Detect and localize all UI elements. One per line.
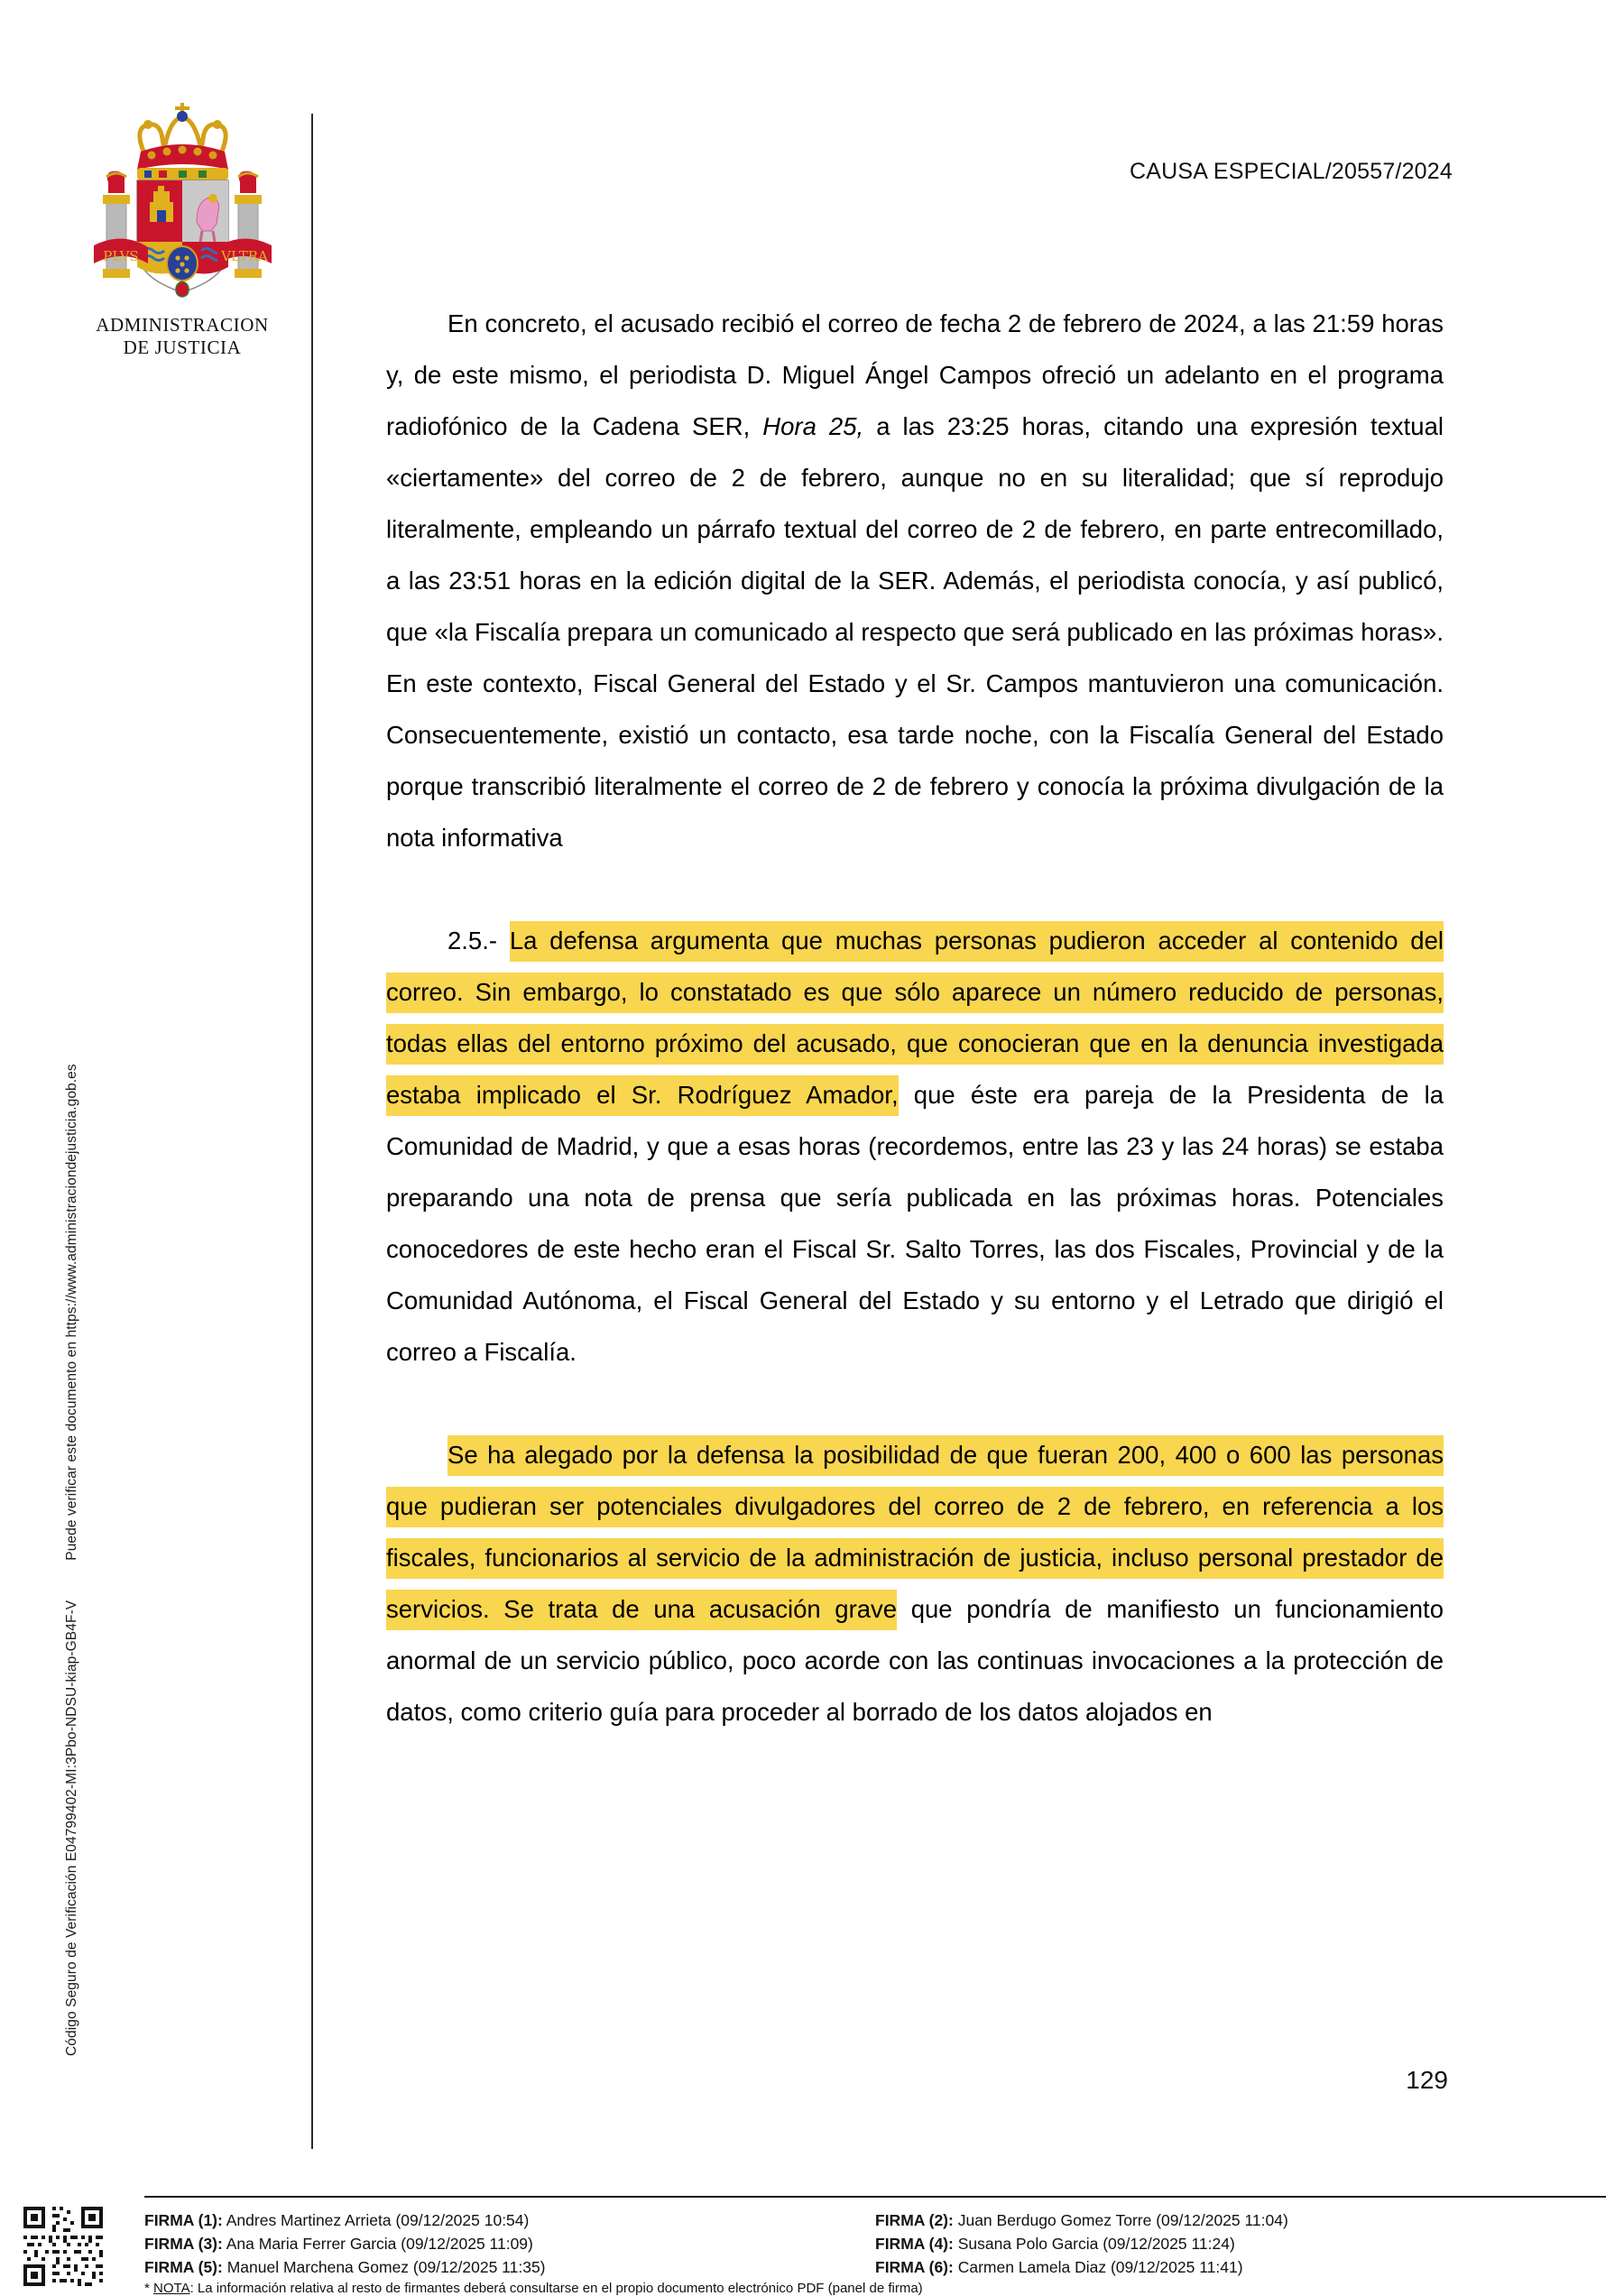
signature-row [144,2208,875,2232]
paragraph-2 [386,915,1444,1378]
signature-column-left [144,2208,875,2279]
highlighted-text: La defensa argumenta que muchas personas pudieron acceder al contenido del correo. Sin embargo, lo constatado es que sólo aparece un número reducido de personas, todas ellas del entorno próximo del acusado, que conocieran que en la denuncia investigada estaba implicado el Sr. Rodríguez Amador, [386,921,1444,1116]
signature-footer [0,2163,1624,2296]
signature-label: FIRMA (6): [875,2258,954,2276]
highlighted-text: Se ha alegado por la defensa la posibilidad de que fueran 200, 400 o 600 las personas que pudieran ser potenciales divulgadores del correo de 2 de febrero, en referencia a los fiscales, funcionarios al servicio de la administración de justicia, incluso personal prestador de servicios. Se trata de una acusación grave [386,1435,1444,1630]
footer-note [144,2281,923,2296]
verification-code: Código Seguro de Verificación E04799402-MI:3Pbo-NDSU-kiap-GB4F-V [64,1600,79,2056]
signature-value: Manuel Marchena Gomez (09/12/2025 11:35) [222,2258,546,2276]
verification-url: Puede verificar este documento en https://www.administraciondejusticia.gob.es [64,1064,79,1561]
signature-list [144,2208,1606,2279]
signature-label: FIRMA (4): [875,2235,954,2253]
motto-left-text: PLVS [103,248,139,264]
page-number: 129 [1406,2066,1448,2094]
administration-label [56,314,309,359]
signature-row [144,2232,875,2255]
signature-row [875,2255,1606,2279]
footer-note-prefix: * [144,2281,154,2296]
body-text: que pondría de manifiesto un funcionamiento anormal de un servicio público, poco acorde con las continuas invocaciones a la protección de datos, como criterio guía para proceder al borrado de los datos alojados en [386,1595,1444,1726]
signature-value: Ana Maria Ferrer Garcia (09/12/2025 11:09) [222,2235,533,2253]
body-text: 2.5.- [448,927,510,954]
vertical-divider [311,114,313,2149]
body-text: que éste era pareja de la Presidenta de la Comunidad de Madrid, y que a esas horas (recordemos, entre las 23 y las 24 horas) se estaba preparando una nota de prensa que sería publicada en las próximas horas. Potenciales conocedores de este hecho eran el Fiscal Sr. Salto Torres, las dos Fiscales, Provincial y de la Comunidad Autónoma, el Fiscal General del Estado y su entorno y el Letrado que dirigió el correo a Fiscalía. [386,1081,1444,1366]
emblem-column [56,0,309,2147]
verification-sidebar [0,0,79,2147]
case-reference-header: CAUSA ESPECIAL/20557/2024 [1129,159,1453,184]
body-text: En concreto, el acusado recibió el correo de fecha 2 de febrero de 2024, a las 21:59 horas y, de este mismo, el periodista D. Miguel Ángel Campos ofreció un adelanto en el programa radiofónico de la Cadena SER, [386,309,1444,440]
signature-label: FIRMA (5): [144,2258,223,2276]
administration-label-line2: DE JUSTICIA [123,337,242,358]
signature-label: FIRMA (3): [144,2235,223,2253]
qr-code-icon [20,2203,106,2290]
motto-right-text: VLTRA [221,248,268,264]
document-body [386,298,1444,1738]
body-text: a las 23:25 horas, citando una expresión textual «ciertamente» del correo de 2 de febrero, aunque no en su literalidad; que sí reprodujo literalmente, empleando un párrafo textual del correo de 2 de febrero, en parte entrecomillado, a las 23:51 horas en la edición digital de la SER. Además, el periodista conocía, y así publicó, que «la Fiscalía prepara un comunicado al respecto que será publicado en las próximas horas». En este contexto, Fiscal General del Estado y el Sr. Campos mantuvieron una comunicación. Consecuentemente, existió un contacto, esa tarde noche, con la Fiscalía General del Estado porque transcribió literalmente el correo de 2 de febrero y conocía la próxima divulgación de la nota informativa [386,412,1444,852]
spanish-coat-of-arms-icon [81,87,284,312]
signature-label: FIRMA (1): [144,2211,223,2229]
paragraph-1 [386,298,1444,863]
signature-row [875,2232,1606,2255]
signature-column-right [875,2208,1606,2279]
emphasis-text: Hora 25, [762,412,864,440]
signature-row [144,2255,875,2279]
paragraph-gap-1 [386,863,1444,915]
footer-divider [144,2196,1606,2198]
signature-value: Carmen Lamela Diaz (09/12/2025 11:41) [953,2258,1243,2276]
signature-value: Andres Martinez Arrieta (09/12/2025 10:54) [222,2211,530,2229]
footer-note-text: : La información relativa al resto de firmantes deberá consultarse en el propio documento electrónico PDF (panel de firma) [189,2281,923,2296]
paragraph-3 [386,1429,1444,1738]
signature-label: FIRMA (2): [875,2211,954,2229]
footer-note-keyword: NOTA [153,2281,190,2296]
signature-value: Juan Berdugo Gomez Torre (09/12/2025 11:04) [953,2211,1288,2229]
signature-value: Susana Polo Garcia (09/12/2025 11:24) [953,2235,1235,2253]
administration-label-line1: ADMINISTRACION [96,314,269,336]
paragraph-gap-2 [386,1378,1444,1429]
signature-row [875,2208,1606,2232]
